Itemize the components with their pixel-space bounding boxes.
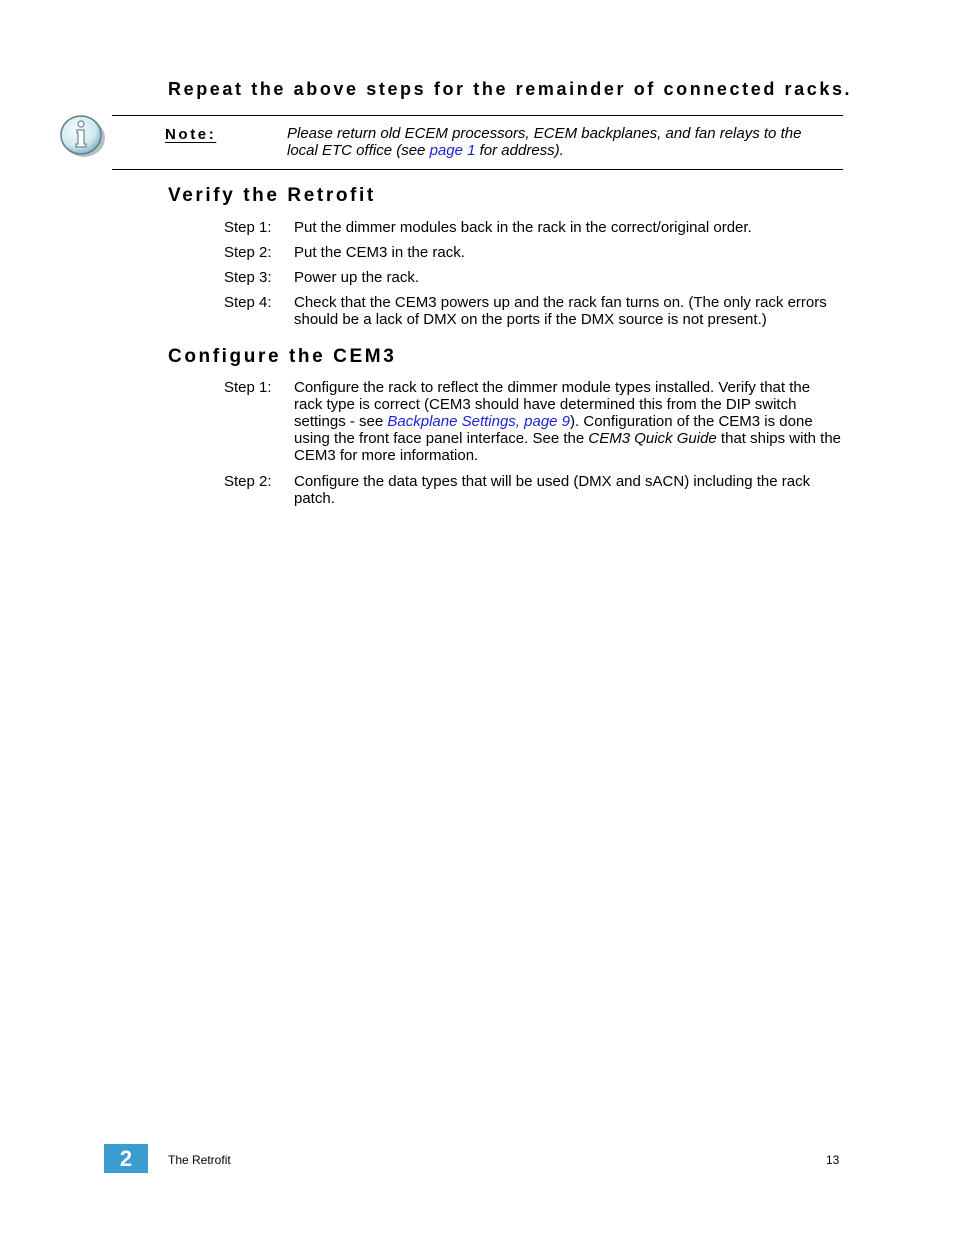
backplane-settings-link[interactable]: Backplane Settings, page 9: [387, 413, 571, 430]
note-bottom-rule: [112, 169, 843, 170]
configure-step-2-label: Step 2:: [224, 473, 272, 490]
page-1-link[interactable]: page 1: [429, 142, 476, 159]
note-top-rule: [112, 115, 843, 116]
repeat-heading: Repeat the above steps for the remainder of connected racks.: [168, 79, 853, 99]
quick-guide-title: CEM3 Quick Guide: [588, 430, 717, 447]
verify-step-2-label: Step 2:: [224, 244, 272, 261]
note-label: Note:: [165, 126, 217, 143]
verify-step-3-label: Step 3:: [224, 269, 272, 286]
verify-step-1-text: Put the dimmer modules back in the rack in the correct/original order.: [294, 219, 752, 236]
configure-step-1-label: Step 1:: [224, 379, 272, 396]
verify-step-4-text: Check that the CEM3 powers up and the rack fan turns on. (The only rack errors should be a lack of DMX on the ports if the DMX source is not present.): [294, 294, 827, 328]
footer-chapter-title: The Retrofit: [168, 1153, 231, 1167]
configure-step-2-text: Configure the data types that will be used (DMX and sACN) including the rack patch.: [294, 473, 811, 507]
verify-step-4-label: Step 4:: [224, 294, 272, 311]
configure-step-1-text: Configure the rack to reflect the dimmer module types installed. Verify that the rack type is correct (CEM3 should have determined this from the DIP switch settings - see Backplane Settings, page 9). Configuration of the CEM3 is done using the front face panel interface. See the CEM3 Quick Guide that ships with the CEM3 for more information.: [294, 379, 841, 464]
verify-heading: Verify the Retrofit: [168, 185, 376, 206]
configure-heading: Configure the CEM3: [168, 346, 397, 367]
verify-step-3-text: Power up the rack.: [294, 269, 420, 286]
chapter-number-badge: 2: [104, 1144, 148, 1173]
info-icon: [59, 113, 107, 159]
verify-step-1-label: Step 1:: [224, 219, 272, 236]
note-text: Please return old ECEM processors, ECEM backplanes, and fan relays to the local ETC office (see page 1 for address).: [287, 125, 802, 159]
verify-step-2-text: Put the CEM3 in the rack.: [294, 244, 465, 261]
footer-page-number: 13: [826, 1153, 840, 1167]
